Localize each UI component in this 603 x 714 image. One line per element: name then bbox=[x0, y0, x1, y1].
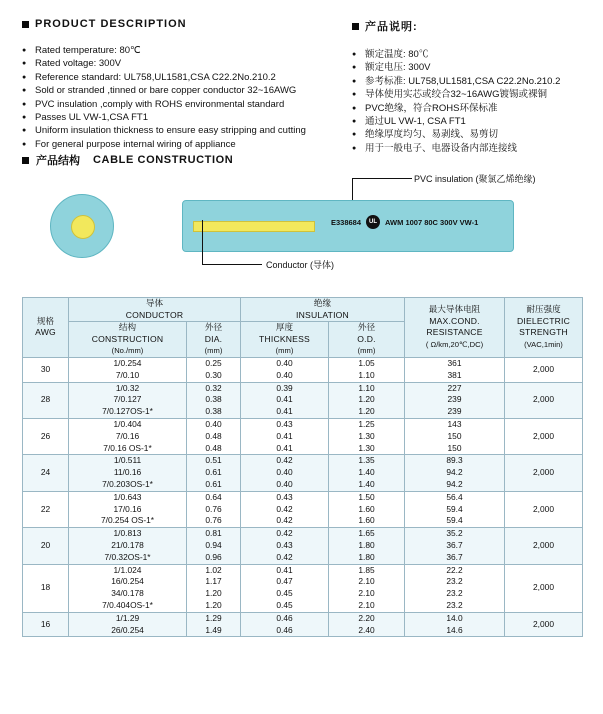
cell-dielectric: 2,000 bbox=[505, 382, 583, 418]
cell-dielectric: 2,000 bbox=[505, 357, 583, 382]
header-thickness-unit: (mm) bbox=[275, 346, 294, 356]
list-item: ● 额定电压: 300V bbox=[352, 61, 592, 74]
label-insulation: PVC insulation (聚氯乙烯绝缘) bbox=[414, 174, 536, 184]
print-text: AWM 1007 80C 300V VW-1 bbox=[385, 217, 479, 227]
table-row bbox=[23, 382, 583, 418]
cell-od: 2.20 2.40 bbox=[329, 612, 405, 637]
section-title-en: PRODUCT DESCRIPTION bbox=[35, 18, 187, 30]
list-item: ● For general purpose internal wiring of appliance bbox=[22, 138, 352, 151]
cell-thickness: 0.39 0.41 0.41 bbox=[241, 382, 329, 418]
table-row bbox=[23, 491, 583, 527]
list-item: ● PVC绝缘，符合ROHS环保标准 bbox=[352, 102, 592, 115]
leader-line-insulation-horizontal bbox=[352, 178, 412, 179]
description-list-cn bbox=[352, 48, 592, 155]
cell-conductor-dia: 0.81 0.94 0.96 bbox=[187, 528, 241, 564]
cell-awg: 22 bbox=[23, 491, 69, 527]
list-item: ● Uniform insulation thickness to ensure easy stripping and cutting bbox=[22, 124, 352, 137]
list-item: ● 参考标准: UL758,UL1581,CSA C22.2No.210.2 bbox=[352, 75, 592, 88]
cell-resistance: 22.2 23.2 23.2 23.2 bbox=[405, 564, 505, 612]
list-item: ● 通过UL VW-1, CSA FT1 bbox=[352, 115, 592, 128]
cell-resistance: 227 239 239 bbox=[405, 382, 505, 418]
cell-od: 1.35 1.40 1.40 bbox=[329, 455, 405, 491]
cell-awg: 24 bbox=[23, 455, 69, 491]
cell-conductor-dia: 0.25 0.30 bbox=[187, 357, 241, 382]
group-conductor-en: CONDUCTOR bbox=[125, 309, 184, 320]
cell-thickness: 0.46 0.46 bbox=[241, 612, 329, 637]
cell-construction: 1/0.643 17/0.16 7/0.254 OS-1* bbox=[69, 491, 187, 527]
header-awg-en: AWG bbox=[35, 327, 56, 338]
list-item: ● Passes UL VW-1,CSA FT1 bbox=[22, 111, 352, 124]
cell-construction: 1/1.024 16/0.254 34/0.178 7/0.404OS-1* bbox=[69, 564, 187, 612]
cell-awg: 26 bbox=[23, 418, 69, 454]
group-conductor bbox=[69, 298, 241, 322]
cell-od: 1.85 2.10 2.10 2.10 bbox=[329, 564, 405, 612]
leader-line-conductor-vertical bbox=[202, 220, 203, 264]
cross-section-conductor bbox=[71, 215, 95, 239]
group-insulation-cn: 绝缘 bbox=[313, 298, 332, 308]
cable-construction-title-en: CABLE CONSTRUCTION bbox=[93, 154, 234, 166]
section-header-description-cn bbox=[352, 18, 592, 34]
header-thickness-en: THICKNESS bbox=[259, 333, 310, 344]
cell-dielectric: 2,000 bbox=[505, 418, 583, 454]
cell-thickness: 0.43 0.42 0.42 bbox=[241, 491, 329, 527]
table-row bbox=[23, 528, 583, 564]
cell-thickness: 0.43 0.41 0.41 bbox=[241, 418, 329, 454]
table-group-header-row bbox=[23, 298, 583, 322]
cell-construction: 1/0.32 7/0.127 7/0.127OS-1* bbox=[69, 382, 187, 418]
square-bullet-icon bbox=[352, 23, 359, 30]
table-row bbox=[23, 564, 583, 612]
cell-od: 1.05 1.10 bbox=[329, 357, 405, 382]
cell-dielectric: 2,000 bbox=[505, 455, 583, 491]
cell-resistance: 56.4 59.4 59.4 bbox=[405, 491, 505, 527]
square-bullet-icon bbox=[22, 21, 29, 28]
cell-conductor-dia: 1.02 1.17 1.20 1.20 bbox=[187, 564, 241, 612]
table-body bbox=[23, 357, 583, 636]
cable-print-marking bbox=[331, 215, 478, 229]
specification-table bbox=[22, 297, 583, 637]
cell-construction: 1/0.813 21/0.178 7/0.32OS-1* bbox=[69, 528, 187, 564]
list-item: ● 用于一般电子、电器设备内部连接线 bbox=[352, 142, 592, 155]
cell-conductor-dia: 1.29 1.49 bbox=[187, 612, 241, 637]
cell-construction: 1/0.254 7/0.10 bbox=[69, 357, 187, 382]
cell-awg: 30 bbox=[23, 357, 69, 382]
cell-dielectric: 2,000 bbox=[505, 491, 583, 527]
header-resistance-en: MAX.COND. bbox=[429, 315, 480, 326]
cell-thickness: 0.42 0.43 0.42 bbox=[241, 528, 329, 564]
cell-awg: 28 bbox=[23, 382, 69, 418]
header-resistance-en2: RESISTANCE bbox=[426, 327, 483, 338]
header-od-en: O.D. bbox=[357, 333, 376, 344]
cell-od: 1.10 1.20 1.20 bbox=[329, 382, 405, 418]
section-title-cn: 产品说明: bbox=[365, 21, 418, 33]
cable-diagram bbox=[22, 172, 582, 282]
cell-thickness: 0.42 0.40 0.40 bbox=[241, 455, 329, 491]
list-item: ● 额定温度: 80℃ bbox=[352, 48, 592, 61]
header-thickness bbox=[241, 322, 329, 358]
leader-line-insulation-vertical bbox=[352, 178, 353, 200]
header-construction bbox=[69, 322, 187, 358]
cell-resistance: 35.2 36.7 36.7 bbox=[405, 528, 505, 564]
cell-conductor-dia: 0.64 0.76 0.76 bbox=[187, 491, 241, 527]
header-od-cn: 外径 bbox=[357, 322, 376, 333]
cell-resistance: 361 381 bbox=[405, 357, 505, 382]
table-row bbox=[23, 455, 583, 491]
cross-section-insulation bbox=[50, 194, 114, 258]
description-list-en bbox=[22, 44, 352, 151]
product-description-cn bbox=[352, 18, 592, 155]
header-od-unit: (mm) bbox=[357, 346, 376, 356]
header-dia-cn: 外径 bbox=[204, 322, 223, 333]
cell-od: 1.25 1.30 1.30 bbox=[329, 418, 405, 454]
section-header-cable-construction bbox=[22, 152, 233, 168]
cell-construction: 1/1.29 26/0.254 bbox=[69, 612, 187, 637]
cell-resistance: 89.3 94.2 94.2 bbox=[405, 455, 505, 491]
header-conductor-dia bbox=[187, 322, 241, 358]
cable-body bbox=[182, 200, 514, 252]
group-conductor-cn: 导体 bbox=[145, 298, 164, 308]
cell-construction: 1/0.404 7/0.16 7/0.16 OS-1* bbox=[69, 418, 187, 454]
list-item: ● 导体使用实芯或绞合32~16AWG镀锡或裸铜 bbox=[352, 88, 592, 101]
table-row bbox=[23, 357, 583, 382]
group-insulation bbox=[241, 298, 405, 322]
cell-awg: 18 bbox=[23, 564, 69, 612]
cell-dielectric: 2,000 bbox=[505, 528, 583, 564]
table-row bbox=[23, 418, 583, 454]
header-dielectric-cn: 耐压强度 bbox=[526, 304, 561, 315]
cell-od: 1.50 1.60 1.60 bbox=[329, 491, 405, 527]
header-thickness-cn: 厚度 bbox=[275, 322, 294, 333]
section-header-description-en bbox=[22, 18, 352, 30]
cell-od: 1.65 1.80 1.80 bbox=[329, 528, 405, 564]
header-dielectric-en: DIELECTRIC bbox=[516, 315, 571, 326]
group-spacer-left bbox=[23, 298, 69, 358]
cell-thickness: 0.40 0.40 bbox=[241, 357, 329, 382]
print-code: E338684 bbox=[331, 217, 362, 227]
label-conductor: Conductor (导体) bbox=[266, 260, 335, 270]
header-resistance-unit: ( Ω/km,20℃,DC) bbox=[425, 340, 484, 350]
list-item: ● PVC insulation ,comply with ROHS environmental standard bbox=[22, 98, 352, 111]
cable-conductor bbox=[193, 221, 315, 232]
cell-dielectric: 2,000 bbox=[505, 564, 583, 612]
square-bullet-icon bbox=[22, 157, 29, 164]
cell-construction: 1/0.511 11/0.16 7/0.203OS-1* bbox=[69, 455, 187, 491]
header-dia-unit: (mm) bbox=[204, 346, 223, 356]
cell-thickness: 0.41 0.47 0.45 0.45 bbox=[241, 564, 329, 612]
cell-conductor-dia: 0.32 0.38 0.38 bbox=[187, 382, 241, 418]
header-construction-unit: (No./mm) bbox=[111, 346, 144, 356]
cell-awg: 16 bbox=[23, 612, 69, 637]
header-resistance-cn: 最大导体电阻 bbox=[428, 304, 481, 315]
group-insulation-en: INSULATION bbox=[296, 309, 349, 320]
header-dielectric-unit: (VAC,1min) bbox=[524, 340, 563, 350]
cell-resistance: 143 150 150 bbox=[405, 418, 505, 454]
list-item: ● Reference standard: UL758,UL1581,CSA C22.2No.210.2 bbox=[22, 71, 352, 84]
cell-conductor-dia: 0.40 0.48 0.48 bbox=[187, 418, 241, 454]
list-item: ● 绝缘厚度均匀、易剥线、易剪切 bbox=[352, 128, 592, 141]
header-dia-en: DIA. bbox=[204, 333, 223, 344]
leader-line-conductor-horizontal bbox=[202, 264, 262, 265]
cell-conductor-dia: 0.51 0.61 0.61 bbox=[187, 455, 241, 491]
header-construction-cn: 结构 bbox=[118, 322, 137, 333]
cable-construction-title-cn: 产品结构 bbox=[36, 155, 80, 167]
list-item: ● Rated voltage: 300V bbox=[22, 57, 352, 70]
list-item: ● Sold or stranded ,tinned or bare copper conductor 32~16AWG bbox=[22, 84, 352, 97]
cell-resistance: 14.0 14.6 bbox=[405, 612, 505, 637]
header-construction-en: CONSTRUCTION bbox=[91, 333, 164, 344]
header-dielectric bbox=[505, 298, 583, 358]
header-awg-cn: 规格 bbox=[36, 315, 55, 326]
header-resistance bbox=[405, 298, 505, 358]
table-row bbox=[23, 612, 583, 637]
ul-logo-icon: UL bbox=[366, 215, 380, 229]
header-dielectric-en2: STRENGTH bbox=[519, 327, 568, 338]
header-od bbox=[329, 322, 405, 358]
cell-awg: 20 bbox=[23, 528, 69, 564]
list-item: ● Rated temperature: 80℃ bbox=[22, 44, 352, 57]
cell-dielectric: 2,000 bbox=[505, 612, 583, 637]
product-description-en bbox=[22, 18, 352, 151]
